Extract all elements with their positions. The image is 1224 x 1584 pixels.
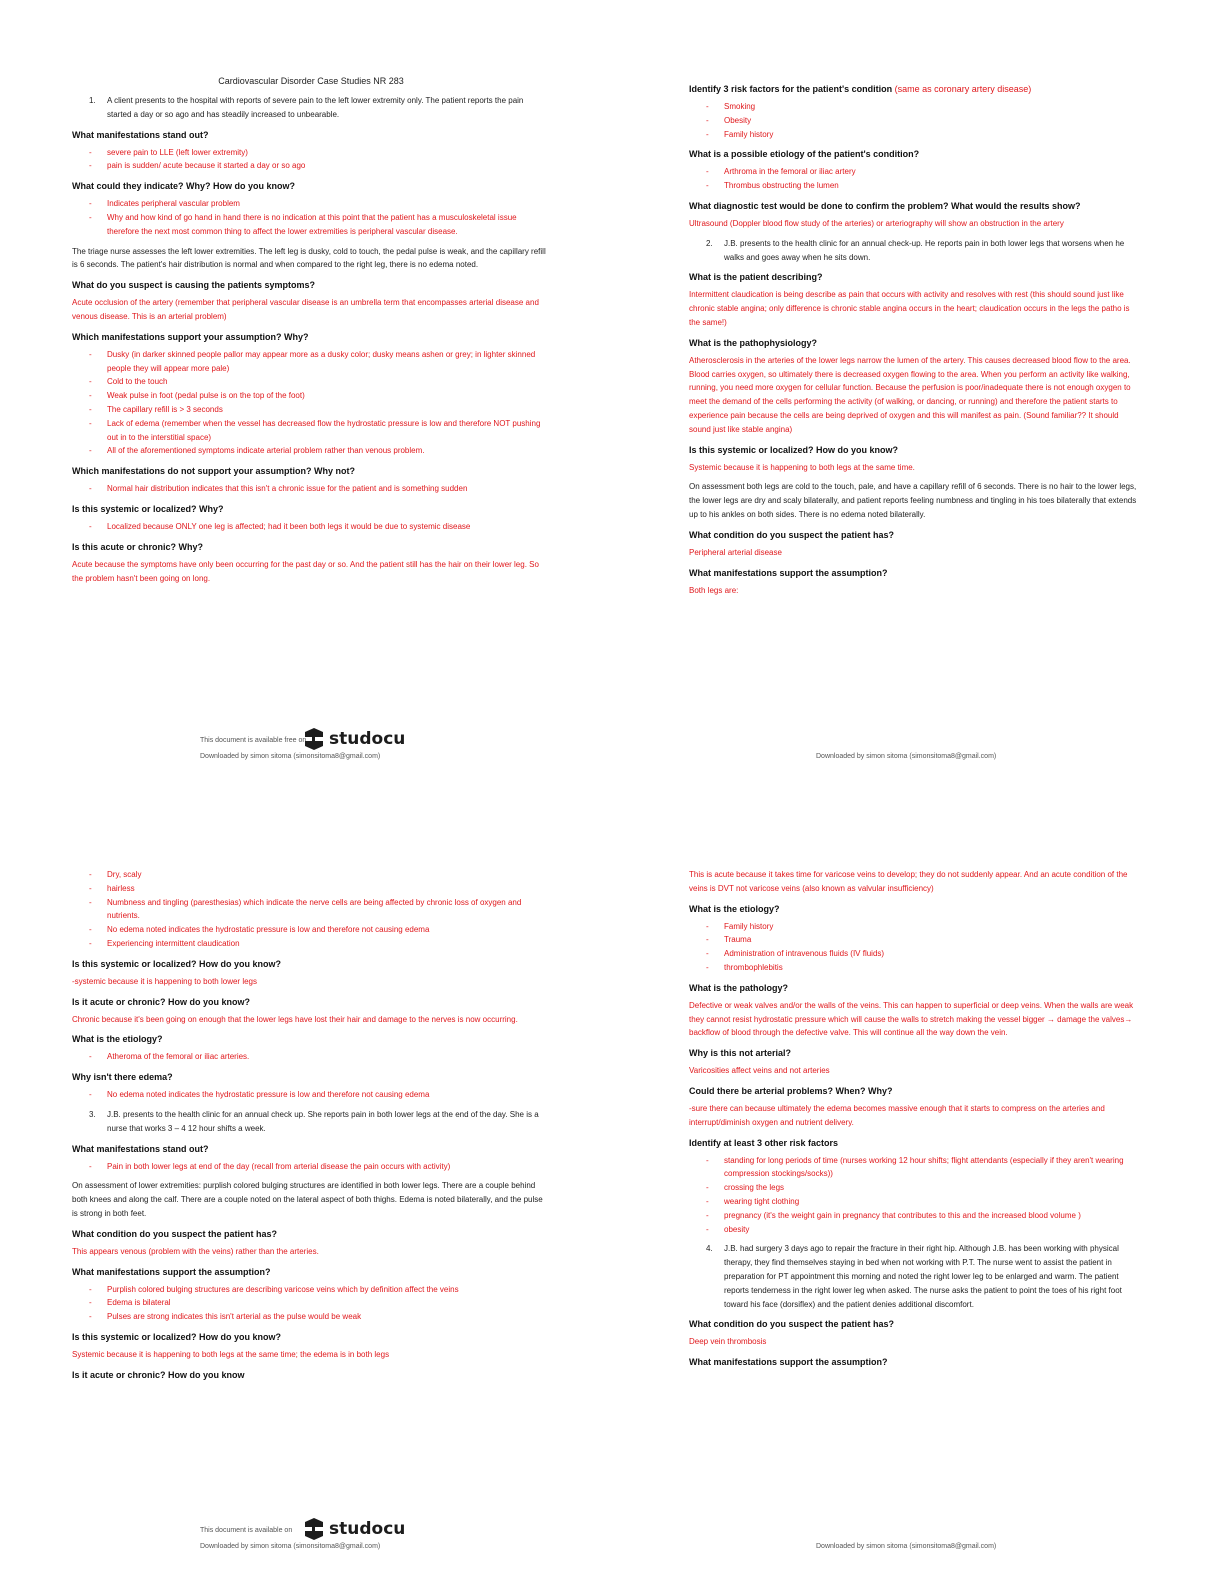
list-item: - standing for long periods of time (nurses working 12 hour shifts; flight attendants (especially if they aren't wearing compression stockings/socks)) [724,1154,1139,1182]
answer-list [72,1088,550,1102]
downloaded-by: Downloaded by simon sitoma (simonsitoma8@gmail.com) [816,753,997,760]
question-heading: Why is this not arterial? [689,1048,792,1059]
answer-paragraph: Both legs are: [689,585,739,595]
answer-list [72,520,550,534]
question-heading: What manifestations support the assumption? [689,1357,888,1368]
list-item: - obesity [724,1223,1139,1237]
case-paragraph: On assessment of lower extremities: purplish colored bulging structures are identified in both lower legs. There are a couple behind both knees and along the calf. There are a couple noted on the lateral aspect of both thighs. Edema is noted bilaterally, and the pulse is strong in both feet. [72,1181,543,1218]
list-item: - wearing tight clothing [724,1195,1139,1209]
studocu-logo-text: studocu [329,729,406,749]
question-heading: Is it acute or chronic? How do you know? [72,996,251,1007]
question-heading: What is the etiology? [689,903,780,914]
answer-paragraph: -systemic because it is happening to both lower legs [72,976,257,986]
list-item: - Arthroma in the femoral or iliac artery [724,165,1139,179]
question-heading: Which manifestations do not support your assumption? Why not? [72,466,355,477]
answer-paragraph: Varicosities affect veins and not arteries [689,1066,830,1076]
list-item: - Why and how kind of go hand in hand there is no indication at this point that the patient has a musculoskeletal issue therefore the next most common thing to affect the lower extremities is peripheral vascular disease. [107,211,550,239]
answer-list [72,868,550,951]
case-scenario [72,94,550,122]
question-text: Identify 3 risk factors for the patient's condition [689,84,893,94]
list-item: - Indicates peripheral vascular problem [107,197,550,211]
answer-paragraph: Defective or weak valves and/or the walls of the veins. This can happen to superficial or deep veins. When the walls are weak they cannot resist hydrostatic pressure which will cause the walls to stretch making the vessel bigger → damage the valves→ backflow of blood through the defective valve. This will continue all the way down the vein. [689,1000,1134,1038]
document-page-2 [689,76,1139,766]
answer-paragraph: Systemic because it is happening to both legs at the same time; the edema is in both legs [72,1349,390,1359]
answer-list [689,1154,1139,1237]
case-paragraph: The triage nurse assesses the left lower extremities. The left leg is dusky, cold to touch, the pedal pulse is weak, and the capillary refill is 6 seconds. The patient's hair distribution is normal and when compared to the right leg, there is no edema noted. [72,246,546,270]
list-item: - Thrombus obstructing the lumen [724,179,1139,193]
answer-list [72,1283,550,1324]
answer-list [72,1050,550,1064]
list-item: - No edema noted indicates the hydrostatic pressure is low and therefore not causing edema [107,1088,550,1102]
case-paragraph: On assessment both legs are cold to the touch, pale, and have a capillary refill of 6 seconds. There is no hair to the lower legs, the lower legs are dry and scaly bilaterally, and patient reports feeling numbness and tingling in his toes bilaterally that extends up to his ankles on both sides. There is no edema noted bilaterally. [689,482,1137,519]
list-item: - Experiencing intermittent claudication [107,937,550,951]
answer-paragraph: Ultrasound (Doppler blood flow study of the arteries) or arteriography will show an obstruction in the artery [689,218,1064,228]
case-scenario-item [706,237,1139,265]
case-scenario-item [706,1242,1139,1311]
document-title: Cardiovascular Disorder Case Studies NR 283 [218,76,404,86]
question-heading: What is the etiology? [72,1034,163,1045]
question-note: (same as coronary artery disease) [892,84,1032,94]
question-heading: What is a possible etiology of the patient's condition? [689,149,920,160]
answer-list [689,920,1139,975]
list-item: - Pulses are strong indicates this isn't arterial as the pulse would be weak [107,1310,550,1324]
studocu-logo-icon [303,1518,325,1540]
case-number: 1. [89,96,96,105]
case-number: 2. [706,238,713,248]
list-item: - Localized because ONLY one leg is affected; had it been both legs it would be due to systemic disease [107,520,550,534]
list-item: - Normal hair distribution indicates that this isn't a chronic issue for the patient and is something sudden [107,482,550,496]
list-item: - thrombophlebitis [724,961,1139,975]
question-heading: Is this systemic or localized? How do you know? [72,1331,282,1342]
answer-paragraph: Acute because the symptoms have only been occurring for the past day or so. And the patient still has the hair on their lower leg. So the problem hasn't been going on long. [72,559,539,583]
answer-paragraph: Systemic because it is happening to both legs at the same time. [689,462,915,472]
list-item: - No edema noted indicates the hydrostatic pressure is low and therefore not causing edema [107,923,550,937]
case-scenario [72,1108,550,1136]
list-item: - Administration of intravenous fluids (IV fluids) [724,947,1139,961]
list-item: - pregnancy (it's the weight gain in pregnancy that contributes to this and the increased blood volume ) [724,1209,1139,1223]
question-heading: Is this systemic or localized? Why? [72,503,224,514]
case-number: 3. [89,1109,96,1119]
answer-paragraph: This appears venous (problem with the veins) rather than the arteries. [72,1246,319,1256]
case-text: J.B. had surgery 3 days ago to repair the fracture in their right hip. Although J.B. has been working with physical therapy, they find themselves staying in bed when not working with P.T. The nurse went to assist the patient in preparation for PT appointment this morning and noted the right lower leg to be enlarged and warm. The patient reports tenderness in the right lower leg when asked. The nurse asks the patient to point the toes of his right foot toward his face (dorsiflex) and the patient denies additional discomfort. [724,1244,1122,1309]
answer-paragraph: Atherosclerosis in the arteries of the lower legs narrow the lumen of the artery. This causes decreased blood flow to the area. Blood carries oxygen, so ultimately there is decreased oxygen flowing to the area. When you perform an activity like walking, running, you need more oxygen for cellular function. Because the perfusion is poor/inadequate there is not enough oxygen to meet the demand of the cells performing the activity (of walking, or dancing, or running) and therefore the patient starts to experience pain because the cells are being deprived of oxygen and this will manifest as pain. (Sound familiar?? It should sound just like stable angina) [689,355,1131,434]
list-item: - pain is sudden/ acute because it started a day or so ago [107,159,550,173]
list-item: - Dusky (in darker skinned people pallor may appear more as a dusky color; dusky means ashen or grey; in lighter skinned people they will appear more pale) [107,348,550,376]
case-scenario-item [89,1108,550,1136]
document-page-4 [689,868,1139,1558]
list-item: - severe pain to LLE (left lower extremity) [107,146,550,160]
answer-paragraph: Chronic because it's been going on enough that the lower legs have lost their hair and damage to the nerves is now occurring. [72,1014,518,1024]
answer-paragraph: -sure there can because ultimately the edema becomes massive enough that it starts to compress on the arteries and interrupt/diminish oxygen and nutrient delivery. [689,1103,1105,1127]
question-heading: What diagnostic test would be done to confirm the problem? What would the results show? [689,200,1081,211]
answer-list [689,100,1139,141]
question-heading: Why isn't there edema? [72,1072,173,1083]
answer-paragraph: This is acute because it takes time for varicose veins to develop; they do not suddenly appear. And an acute condition of the veins is DVT not varicose veins (also known as valvular insufficiency) [689,870,1128,893]
case-scenario [689,237,1139,265]
downloaded-by: Downloaded by simon sitoma (simonsitoma8@gmail.com) [200,753,381,760]
list-item: - crossing the legs [724,1181,1139,1195]
list-item: - Atheroma of the femoral or iliac arteries. [107,1050,550,1064]
question-heading: What manifestations stand out? [72,129,209,140]
case-scenario [689,1242,1139,1311]
document-page-3 [72,868,550,1558]
question-heading: Is this systemic or localized? How do you know? [689,444,899,455]
question-heading: What condition do you suspect the patient has? [689,1319,895,1330]
list-item: - Dry, scaly [107,868,550,882]
case-text: J.B. presents to the health clinic for an annual check up. She reports pain in both lower legs at the end of the day. She is a nurse that works 3 – 4 12 hour shifts a week. [107,1109,539,1133]
document-page-1 [72,76,550,766]
question-heading: Which manifestations support your assumption? Why? [72,331,309,342]
studocu-logo-text: studocu [329,1519,406,1539]
available-notice: This document is available on [200,1527,293,1534]
question-heading: Could there be arterial problems? When? Why? [689,1085,893,1096]
answer-paragraph: Acute occlusion of the artery (remember that peripheral vascular disease is an umbrella term that encompasses arterial disease and venous disease. This is an arterial problem) [72,298,539,321]
available-notice: This document is available free on [200,737,307,744]
studocu-logo-icon [303,728,325,750]
list-item: - Cold to the touch [107,375,550,389]
downloaded-by: Downloaded by simon sitoma (simonsitoma8@gmail.com) [816,1543,997,1550]
studocu-logo[interactable] [303,728,405,750]
list-item: - Numbness and tingling (paresthesias) which indicate the nerve cells are being affected by chronic loss of oxygen and nutrients. [107,896,550,924]
case-text: A client presents to the hospital with reports of severe pain to the left lower extremity only. The patient reports the pain started a day or so ago and has steadily increased to unbearable. [107,96,524,119]
question-heading: Is it acute or chronic? How do you know [72,1369,245,1380]
question-heading: What do you suspect is causing the patients symptoms? [72,280,316,291]
answer-list [72,1160,550,1174]
answer-list [72,348,550,458]
list-item: - Family history [724,920,1139,934]
list-item: - Edema is bilateral [107,1296,550,1310]
question-heading: What manifestations support the assumption? [689,567,888,578]
answer-paragraph: Deep vein thrombosis [689,1337,767,1347]
question-heading: What condition do you suspect the patient has? [72,1228,278,1239]
list-item: - hairless [107,882,550,896]
question-heading: What is the pathophysiology? [689,337,817,348]
answer-list [72,146,550,174]
studocu-logo[interactable] [303,1518,405,1540]
list-item: - Lack of edema (remember when the vessel has decreased flow the hydrostatic pressure is low and therefore NOT pushing out in to the interstitial space) [107,417,550,445]
question-heading: What is the patient describing? [689,272,823,283]
list-item: - Purplish colored bulging structures are describing varicose veins which by definition affect the veins [107,1283,550,1297]
list-item: - The capillary refill is > 3 seconds [107,403,550,417]
list-item: - Obesity [724,114,1139,128]
answer-paragraph: Peripheral arterial disease [689,547,782,557]
list-item: - Pain in both lower legs at end of the day (recall from arterial disease the pain occurs with activity) [107,1160,550,1174]
question-heading: Is this acute or chronic? Why? [72,541,204,552]
list-item: - All of the aforementioned symptoms indicate arterial problem rather than venous problem. [107,444,550,458]
case-text: J.B. presents to the health clinic for an annual check-up. He reports pain in both lower legs that worsens when he walks and goes away when he sits down. [724,238,1125,262]
case-scenario-item [89,94,550,122]
answer-list [72,482,550,496]
question-heading: What manifestations stand out? [72,1143,209,1154]
downloaded-by: Downloaded by simon sitoma (simonsitoma8@gmail.com) [200,1543,381,1550]
question-heading [689,84,1139,94]
case-number: 4. [706,1244,713,1254]
question-heading: What manifestations support the assumption? [72,1266,271,1277]
question-heading: What could they indicate? Why? How do you know? [72,181,295,192]
question-heading: What is the pathology? [689,982,788,993]
answer-list [72,197,550,238]
answer-list [689,165,1139,193]
list-item: - Smoking [724,100,1139,114]
question-heading: Identify at least 3 other risk factors [689,1137,839,1148]
answer-paragraph: Intermittent claudication is being describe as pain that occurs with activity and resolves with rest (this should sound just like chronic stable angina; only difference is chronic stable angina occurs in the heart; claudication occurs in the legs the patho is the same!) [689,290,1130,327]
list-item: - Weak pulse in foot (pedal pulse is on the top of the foot) [107,389,550,403]
list-item: - Trauma [724,933,1139,947]
question-heading: Is this systemic or localized? How do you know? [72,958,282,969]
list-item: - Family history [724,128,1139,142]
question-heading: What condition do you suspect the patient has? [689,529,895,540]
